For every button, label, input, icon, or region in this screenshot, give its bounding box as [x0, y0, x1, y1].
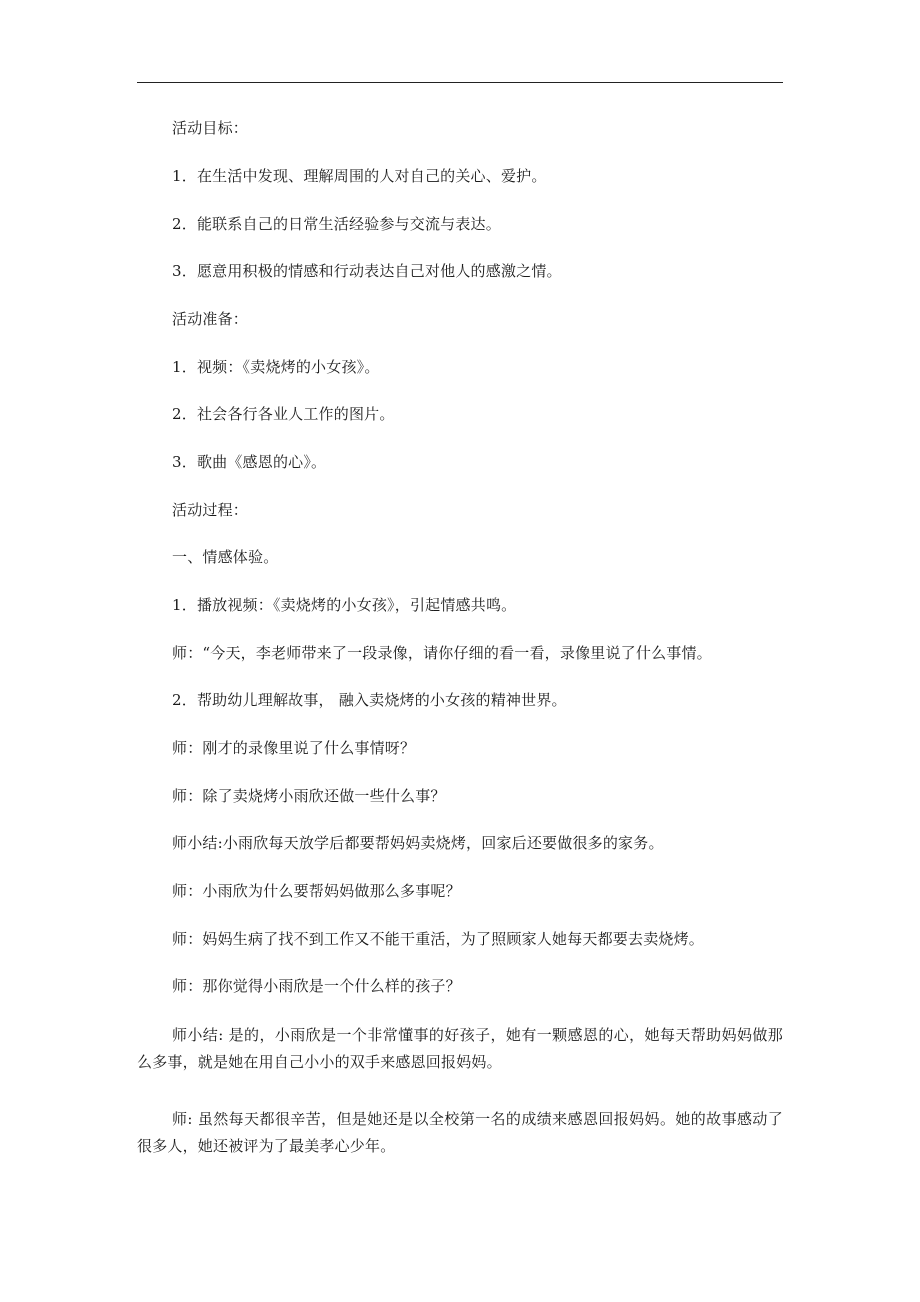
paragraph: 3．歌曲《感恩的心》。: [172, 453, 327, 471]
paragraph: 2．帮助幼儿理解故事， 融入卖烧烤的小女孩的精神世界。: [172, 691, 567, 709]
section-heading-goals: 活动目标：: [172, 119, 249, 137]
paragraph: 师小结:小雨欣每天放学后都要帮妈妈卖烧烤，回家后还要做很多的家务。: [172, 834, 664, 852]
paragraph: 2．社会各行各业人工作的图片。: [172, 405, 395, 423]
paragraph: 师：“今天，李老师带来了一段录像，请你仔细的看一看，录像里说了什么事情。: [172, 644, 712, 662]
paragraph: 师：那你觉得小雨欣是一个什么样的孩子？: [172, 977, 461, 995]
paragraph: 师：除了卖烧烤小雨欣还做一些什么事？: [172, 787, 446, 805]
subheading: 一、情感体验。: [172, 548, 279, 566]
section-heading-preparation: 活动准备：: [172, 310, 249, 328]
paragraph: 师：妈妈生病了找不到工作又不能干重活，为了照顾家人她每天都要去卖烧烤。: [172, 930, 705, 948]
section-heading-process: 活动过程：: [172, 501, 249, 519]
paragraph: 师：刚才的录像里说了什么事情呀？: [172, 739, 416, 757]
paragraph: 2．能联系自己的日常生活经验参与交流与表达。: [172, 215, 501, 233]
paragraph: 1．在生活中发现、理解周围的人对自己的关心、爱护。: [172, 167, 547, 185]
paragraph: 师: 虽然每天都很辛苦，但是她还是以全校第一名的成绩来感恩回报妈妈。她的故事感动了很多人，她还被评为了最美孝心少年。: [137, 1110, 783, 1155]
paragraph: 3．愿意用积极的情感和行动表达自己对他人的感激之情。: [172, 262, 562, 280]
paragraph: 师小结: 是的，小雨欣是一个非常懂事的好孩子，她有一颗感恩的心，她每天帮助妈妈做那么多事，就是她在用自己小小的双手来感恩回报妈妈。: [137, 1026, 783, 1071]
header-rule: [137, 82, 783, 83]
paragraph: 师：小雨欣为什么要帮妈妈做那么多事呢？: [172, 882, 461, 900]
paragraph: 1．视频：《卖烧烤的小女孩》。: [172, 358, 380, 376]
paragraph: 1．播放视频：《卖烧烤的小女孩》，引起情感共鸣。: [172, 596, 517, 614]
